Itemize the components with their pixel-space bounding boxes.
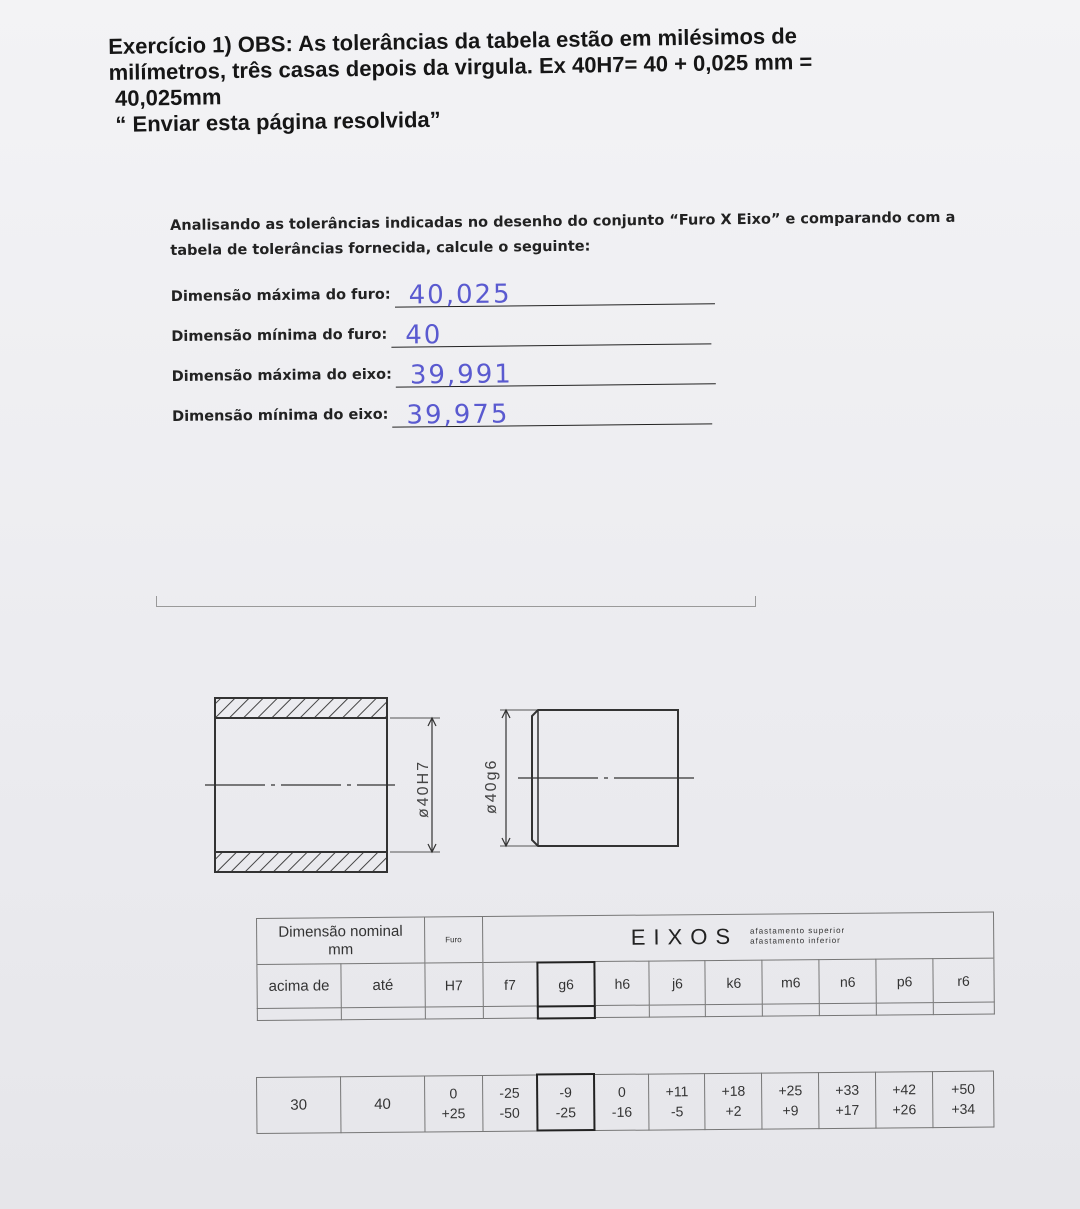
upper-deviation: -25 bbox=[499, 1084, 520, 1101]
col-k6: k6 bbox=[705, 960, 762, 1004]
answer-line[interactable] bbox=[394, 275, 714, 311]
exercise-header bbox=[108, 20, 970, 137]
handwritten-answer: 39,991 bbox=[409, 359, 514, 391]
hole-dimension-label: ø40H7 bbox=[415, 759, 432, 818]
cell-j6 bbox=[649, 1073, 705, 1129]
lower-deviation: +25 bbox=[441, 1105, 466, 1122]
cell-r6 bbox=[932, 1071, 994, 1128]
upper-deviation: 0 bbox=[449, 1085, 458, 1102]
cell-g6 bbox=[537, 1074, 594, 1130]
header-line-1: Exercício 1) OBS: As tolerâncias da tabela estão em milésimos de bbox=[108, 23, 798, 59]
col-p6: p6 bbox=[876, 959, 933, 1003]
cell-p6 bbox=[876, 1071, 933, 1127]
col-acima: acima de bbox=[257, 964, 341, 1009]
nominal-label: Dimensão nominal bbox=[278, 922, 403, 941]
header-line-4: “ Enviar esta página resolvida” bbox=[115, 106, 441, 137]
hole-drawing bbox=[205, 698, 440, 872]
field-label: Dimensão máxima do eixo: bbox=[171, 366, 392, 385]
col-r6: r6 bbox=[933, 958, 994, 1003]
eixos-header bbox=[482, 912, 994, 962]
col-h6: h6 bbox=[594, 961, 649, 1005]
upper-deviation: +11 bbox=[665, 1083, 689, 1100]
lower-deviation: +26 bbox=[892, 1101, 917, 1118]
col-g6: g6 bbox=[537, 962, 594, 1006]
cell-h7 bbox=[424, 1075, 482, 1132]
afastamento-legend bbox=[750, 926, 845, 947]
col-f7: f7 bbox=[483, 962, 538, 1006]
cell-m6 bbox=[762, 1072, 819, 1128]
unit-label: mm bbox=[328, 940, 354, 958]
handwritten-answer: 40,025 bbox=[408, 279, 512, 311]
tolerance-table-row bbox=[256, 1070, 994, 1134]
upper-deviation: +33 bbox=[835, 1081, 860, 1098]
col-h7: H7 bbox=[425, 963, 483, 1008]
lower-deviation: -16 bbox=[611, 1103, 633, 1120]
lower-deviation: -25 bbox=[555, 1104, 577, 1121]
lower-deviation: -5 bbox=[670, 1103, 684, 1120]
cell-n6 bbox=[819, 1072, 876, 1128]
intro-line-1: Analisando as tolerâncias indicadas no desenho do conjunto “Furo X Eixo” e comparando com a bbox=[170, 209, 956, 234]
upper-deviation: +50 bbox=[951, 1080, 976, 1097]
header-line-2: milímetros, três casas depois da virgula. Ex 40H7= 40 + 0,025 mm = bbox=[108, 48, 813, 85]
upper-deviation: +18 bbox=[721, 1082, 746, 1099]
shaft-dimension-label: ø40g6 bbox=[483, 758, 500, 814]
lower-deviation: -50 bbox=[499, 1104, 520, 1121]
shaft-drawing bbox=[483, 710, 700, 846]
row-acima: 30 bbox=[257, 1076, 341, 1133]
lower-deviation: +9 bbox=[782, 1102, 799, 1119]
separator-line bbox=[156, 596, 756, 607]
col-m6: m6 bbox=[762, 960, 819, 1004]
cell-k6 bbox=[705, 1073, 762, 1129]
handwritten-answer: 39,975 bbox=[406, 399, 510, 431]
cell-f7 bbox=[482, 1075, 537, 1131]
field-label: Dimensão máxima do furo: bbox=[170, 286, 391, 305]
furo-header bbox=[424, 917, 482, 964]
col-ate: até bbox=[341, 963, 425, 1008]
lower-deviation: +34 bbox=[951, 1100, 976, 1117]
field-min-shaft bbox=[172, 382, 962, 430]
hole-shaft-drawing bbox=[200, 690, 720, 890]
nominal-header bbox=[257, 917, 425, 964]
afast-sup-label: afastamento superior bbox=[749, 926, 846, 936]
tolerance-table-header bbox=[256, 912, 995, 1022]
upper-deviation: +42 bbox=[892, 1081, 917, 1098]
header-line-3: 40,025mm bbox=[114, 84, 222, 111]
handwritten-answer: 40 bbox=[405, 320, 443, 351]
cell-h6 bbox=[594, 1074, 649, 1130]
answer-line[interactable] bbox=[396, 355, 716, 391]
intro-line-2: tabela de tolerâncias fornecida, calcule o seguinte: bbox=[170, 238, 591, 259]
upper-deviation: 0 bbox=[617, 1083, 626, 1100]
field-label: Dimensão mínima do furo: bbox=[171, 326, 388, 345]
answer-line[interactable] bbox=[391, 315, 711, 351]
row-ate: 40 bbox=[340, 1076, 424, 1133]
upper-deviation: -9 bbox=[559, 1084, 572, 1101]
furo-label: Furo bbox=[445, 935, 462, 945]
question-block bbox=[170, 206, 962, 430]
lower-deviation: +17 bbox=[835, 1101, 860, 1118]
col-j6: j6 bbox=[649, 961, 705, 1005]
field-label: Dimensão mínima do eixo: bbox=[172, 406, 389, 425]
lower-deviation: +2 bbox=[725, 1102, 742, 1119]
answer-line[interactable] bbox=[392, 395, 712, 431]
upper-deviation: +25 bbox=[778, 1082, 803, 1099]
afast-inf-label: afastamento inferior bbox=[750, 936, 841, 946]
eixos-label: EIXOS bbox=[630, 924, 739, 950]
col-n6: n6 bbox=[819, 959, 876, 1003]
